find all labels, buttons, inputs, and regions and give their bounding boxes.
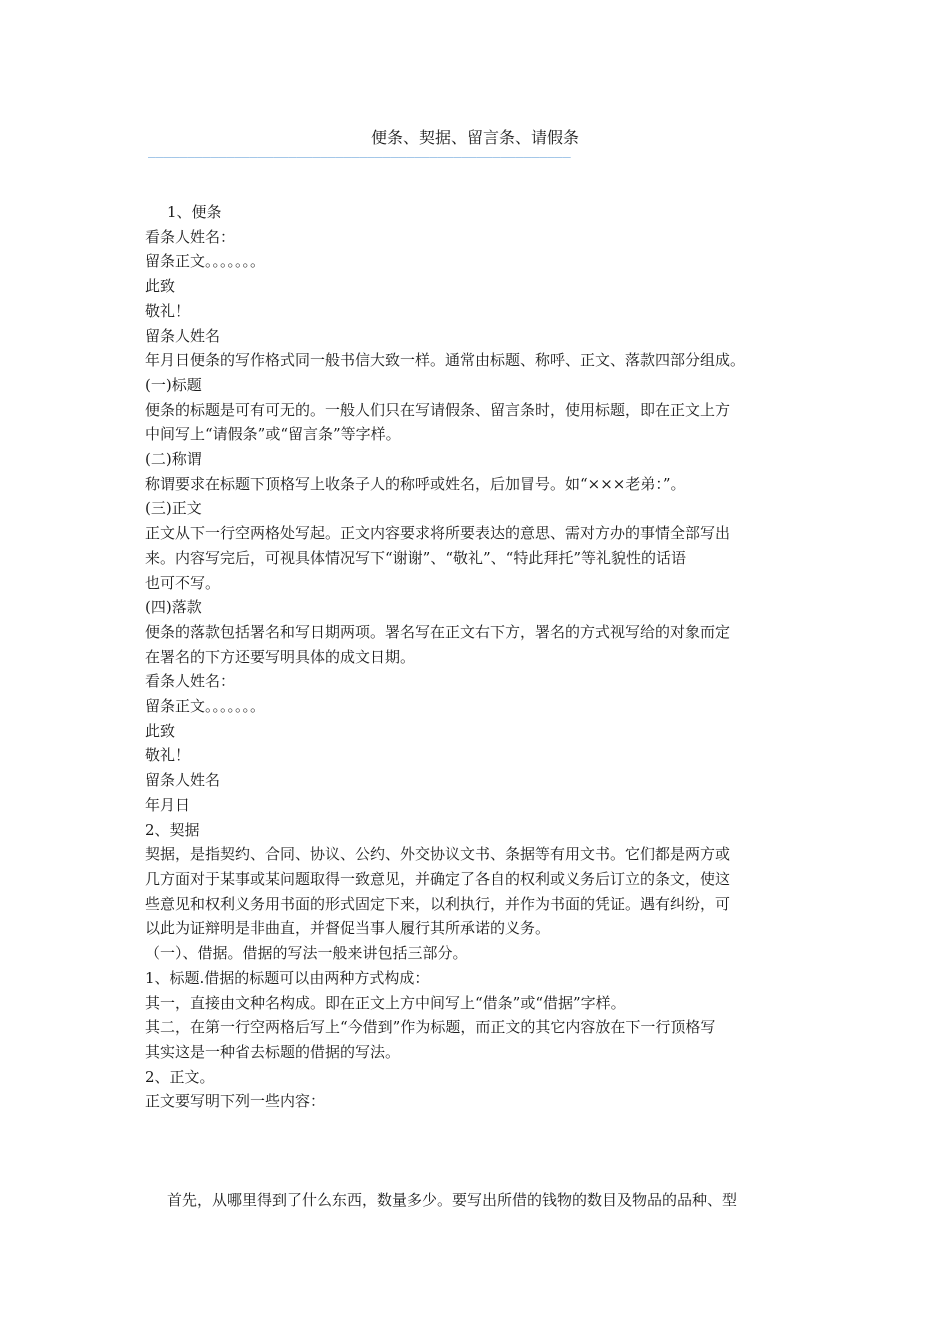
section-heading: 2、契据 — [145, 820, 200, 839]
text-line: 敬礼！ — [145, 301, 191, 320]
text-line: 敬礼！ — [145, 746, 191, 765]
text-line: 些意见和权利义务用书面的形式固定下来，以利执行，并作为书面的凭证。遇有纠纷，可 — [145, 894, 731, 913]
subsection-heading: (一)标题 — [145, 375, 202, 394]
text-line: 其一，直接由文种名构成。即在正文上方中间写上“借条”或“借据”字样。 — [145, 993, 626, 1012]
document-body — [145, 200, 810, 1213]
text-line: 便条的落款包括署名和写日期两项。署名写在正文右下方，署名的方式视写给的对象而定 — [145, 622, 731, 641]
text-line: 其二，在第一行空两格后写上“今借到”作为标题，而正文的其它内容放在下一行顶格写 — [145, 1018, 716, 1037]
text-line: 1、标题.借据的标题可以由两种方式构成： — [145, 968, 430, 987]
subsection-heading: (四)落款 — [145, 598, 202, 617]
text-line: 其实这是一种省去标题的借据的写法。 — [145, 1042, 401, 1061]
text-line: 年月日 — [145, 795, 191, 814]
text-line: 几方面对于某事或某问题取得一致意见，并确定了各自的权利或义务后订立的条文，使这 — [145, 869, 731, 888]
text-line: 来。内容写完后，可视具体情况写下“谢谢”、“敬礼”、“特此拜托”等礼貌性的话语 — [145, 548, 687, 567]
subsection-heading: (二)称谓 — [145, 450, 202, 469]
text-line: 留条正文。。。。。。。 — [145, 252, 266, 271]
text-line: 也可不写。 — [145, 573, 221, 592]
section-heading: 1、便条 — [167, 203, 222, 221]
subsection-heading: （一）、借据。借据的写法一般来讲包括三部分。 — [145, 944, 468, 963]
text-line: 2、正文。 — [145, 1067, 215, 1086]
text-line: 便条的标题是可有可无的。一般人们只在写请假条、留言条时，使用标题，即在正文上方 — [145, 400, 731, 419]
text-line: 中间写上“请假条”或“留言条”等字样。 — [145, 425, 401, 444]
text-line: 正文从下一行空两格处写起。正文内容要求将所要表达的意思、需对方办的事情全部写出 — [145, 524, 731, 543]
text-line: 以此为证辩明是非曲直，并督促当事人履行其所承诺的义务。 — [145, 919, 551, 938]
blank-space — [145, 1114, 810, 1188]
text-line: 称谓要求在标题下顶格写上收条子人的称呼或姓名，后加冒号。如“×××老弟：”。 — [145, 474, 686, 493]
text-line: 首先，从哪里得到了什么东西，数量多少。要写出所借的钱物的数目及物品的品种、型 — [167, 1191, 738, 1210]
text-line: 留条正文。。。。。。。 — [145, 697, 266, 716]
text-line: 此致 — [145, 277, 176, 296]
title-underline-rule: —————————————————————————————————————————————————————— — [148, 150, 571, 165]
text-line: 留条人姓名 — [145, 771, 221, 790]
subsection-heading: (三)正文 — [145, 499, 202, 518]
text-line: 年月日便条的写作格式同一般书信大致一样。通常由标题、称呼、正文、落款四部分组成。 — [145, 351, 746, 370]
text-line: 契据，是指契约、合同、协议、公约、外交协议文书、条据等有用文书。它们都是两方或 — [145, 845, 731, 864]
text-line: 看条人姓名： — [145, 227, 236, 246]
text-line: 在署名的下方还要写明具体的成文日期。 — [145, 647, 416, 666]
text-line: 看条人姓名： — [145, 672, 236, 691]
text-line: 留条人姓名 — [145, 326, 221, 345]
text-line: 正文要写明下列一些内容： — [145, 1092, 326, 1111]
document-title: 便条、契据、留言条、请假条 — [370, 128, 579, 147]
text-line: 此致 — [145, 721, 176, 740]
